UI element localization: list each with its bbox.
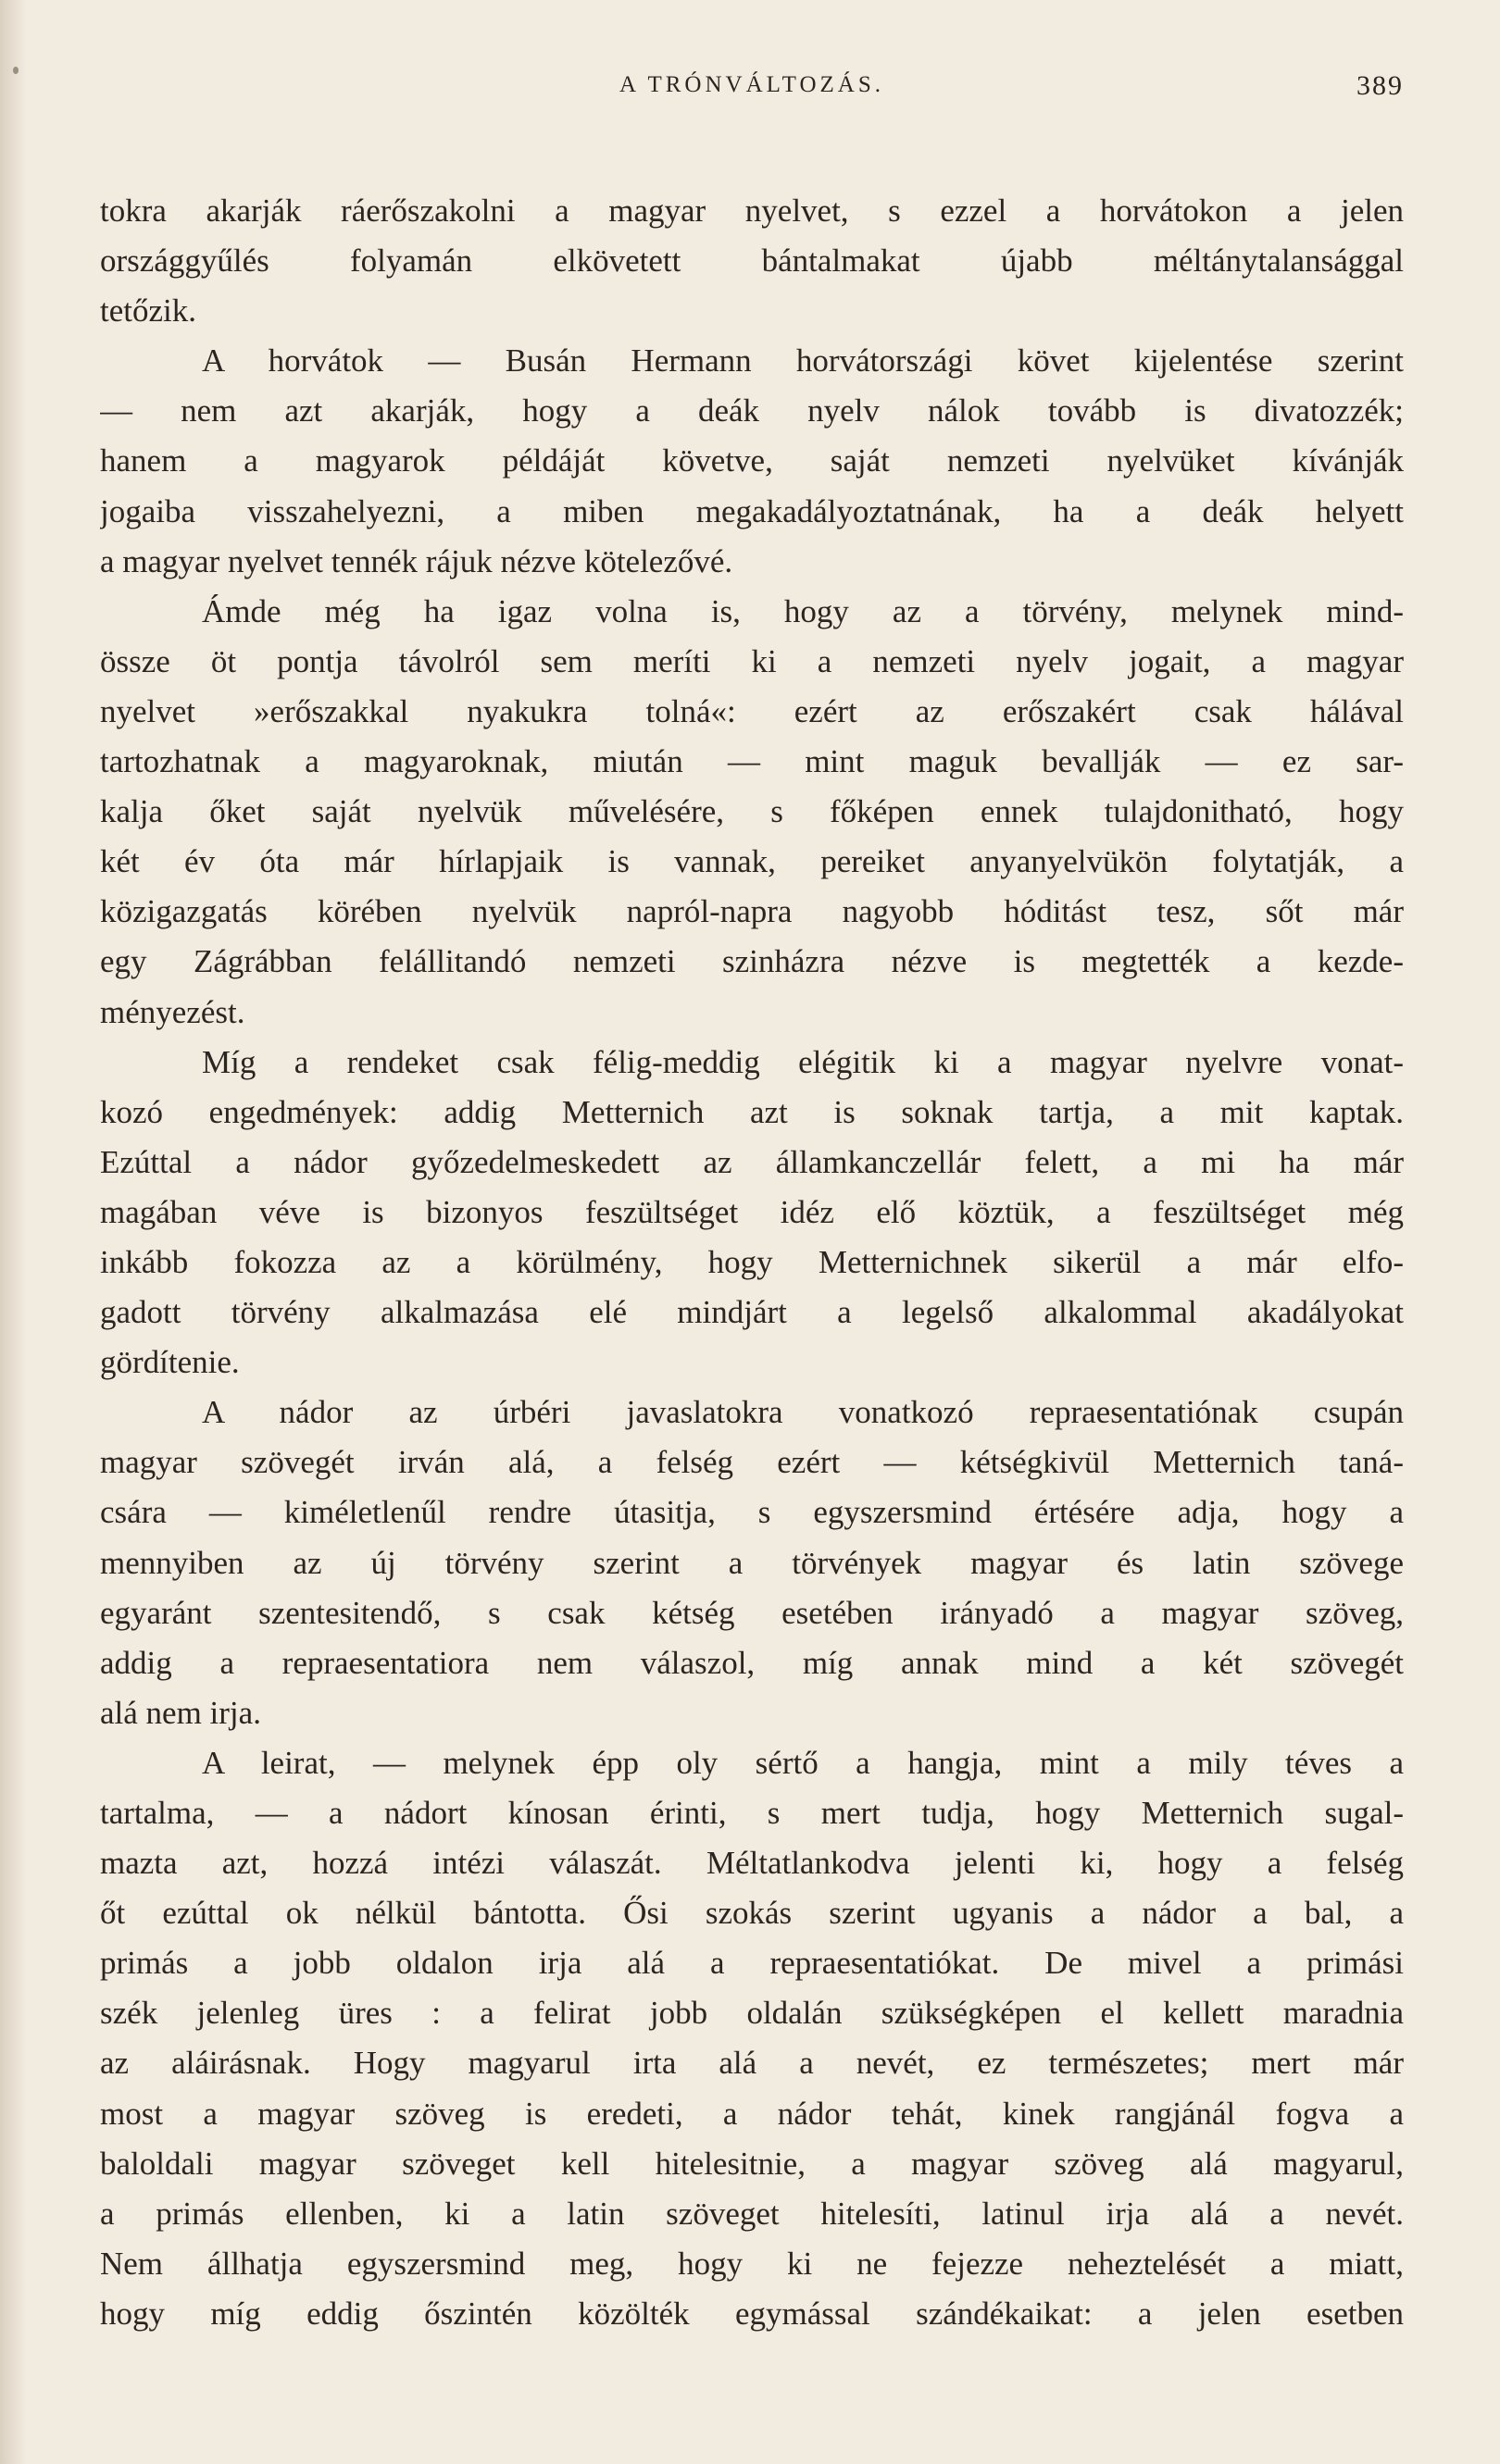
text-line: tartozhatnak a magyaroknak, miután — mint maguk bevallják — ez sar- — [100, 743, 1404, 780]
text-line: két év óta már hírlapjaik is vannak, pereiket anyanyelvükön folytatják, a — [100, 843, 1404, 880]
text-line: Míg a rendeket csak félig-meddig elégitik ki a magyar nyelvre vonat- — [202, 1043, 1404, 1080]
text-line: közigazgatás körében nyelvük napról-napra nagyobb hóditást tesz, sőt már — [100, 893, 1404, 930]
text-line: jogaiba visszahelyezni, a miben megakadályoztatnának, ha a deák helyett — [100, 492, 1404, 529]
text-line: A nádor az úrbéri javaslatokra vonatkozó repraesentatiónak csupán — [202, 1394, 1404, 1431]
text-line: baloldali magyar szöveget kell hitelesitnie, a magyar szöveg alá magyarul, — [100, 2145, 1404, 2182]
text-line: kozó engedmények: addig Metternich azt is soknak tartja, a mit kaptak. — [100, 1093, 1404, 1130]
text-line: A leirat, — melynek épp oly sértő a hangja, mint a mily téves a — [202, 1744, 1404, 1781]
text-line: a primás ellenben, ki a latin szöveget hitelesíti, latinul irja alá a nevét. — [100, 2195, 1404, 2232]
text-line: gördítenie. — [100, 1344, 240, 1381]
text-line: inkább fokozza az a körülmény, hogy Metternichnek sikerül a már elfo- — [100, 1243, 1404, 1280]
text-line: alá nem irja. — [100, 1694, 261, 1731]
text-line: az aláirásnak. Hogy magyarul irta alá a nevét, ez természetes; mert már — [100, 2045, 1404, 2082]
text-line: őt ezúttal ok nélkül bántotta. Ősi szokás szerint ugyanis a nádor a bal, a — [100, 1895, 1404, 1932]
text-line: nyelvet »erőszakkal nyakukra tolná«: ezért az erőszakért csak hálával — [100, 692, 1404, 729]
text-line: hanem a magyarok példáját követve, saját nemzeti nyelvüket kívánják — [100, 442, 1404, 479]
text-line: csára — kiméletlenűl rendre útasitja, s egyszersmind értésére adja, hogy a — [100, 1494, 1404, 1531]
text-line: Ámde még ha igaz volna is, hogy az a törvény, melynek mind- — [202, 592, 1404, 629]
text-line: mazta azt, hozzá intézi válaszát. Méltatlankodva jelenti ki, hogy a felség — [100, 1845, 1404, 1882]
page-edge-shadow — [0, 0, 26, 2464]
text-line: ményezést. — [100, 993, 245, 1030]
text-line: kalja őket saját nyelvük művelésére, s főképen ennek tulajdonitható, hogy — [100, 793, 1404, 830]
text-line: — nem azt akarják, hogy a deák nyelv nálok tovább is divatozzék; — [100, 392, 1404, 429]
text-line: most a magyar szöveg is eredeti, a nádor tehát, kinek rangjánál fogva a — [100, 2095, 1404, 2132]
text-line: primás a jobb oldalon irja alá a repraesentatiókat. De mivel a primási — [100, 1945, 1404, 1982]
text-line: tokra akarják ráerőszakolni a magyar nyelvet, s ezzel a horvátokon a jelen — [100, 193, 1404, 229]
text-line: tartalma, — a nádort kínosan érinti, s mert tudja, hogy Metternich sugal- — [100, 1795, 1404, 1831]
text-line: szék jelenleg üres : a felirat jobb oldalán szükségképen el kellett maradnia — [100, 1995, 1404, 2032]
page-number: 389 — [1356, 70, 1404, 101]
text-line: gadott törvény alkalmazása elé mindjárt a legelső alkalommal akadályokat — [100, 1294, 1404, 1331]
body-text — [100, 186, 1404, 2339]
text-line: mennyiben az új törvény szerint a törvények magyar és latin szövege — [100, 1544, 1404, 1581]
text-line: A horvátok — Busán Hermann horvátországi követ kijelentése szerint — [202, 342, 1404, 380]
paper-speck — [13, 67, 19, 74]
text-line: magában véve is bizonyos feszültséget idéz elő köztük, a feszültséget még — [100, 1193, 1404, 1230]
text-line: Nem állhatja egyszersmind meg, hogy ki ne fejezze neheztelését a miatt, — [100, 2245, 1404, 2282]
text-line: tetőzik. — [100, 292, 196, 330]
page-header — [100, 68, 1404, 106]
text-line: hogy míg eddig őszintén közölték egymással szándékaikat: a jelen esetben — [100, 2295, 1404, 2332]
text-line: országgyűlés folyamán elkövetett bántalmakat újabb méltánytalansággal — [100, 243, 1404, 280]
text-line: Ezúttal a nádor győzedelmeskedett az államkanczellár felett, a mi ha már — [100, 1143, 1404, 1180]
text-line: a magyar nyelvet tennék rájuk nézve kötelezővé. — [100, 542, 733, 579]
running-head: A TRÓNVÁLTOZÁS. — [619, 72, 884, 97]
text-line: magyar szövegét irván alá, a felség ezért — kétségkivül Metternich taná- — [100, 1444, 1404, 1481]
text-line: addig a repraesentatiora nem válaszol, míg annak mind a két szövegét — [100, 1644, 1404, 1681]
text-line: egy Zágrábban felállitandó nemzeti szinházra nézve is megtették a kezde- — [100, 943, 1404, 980]
text-line: össze öt pontja távolról sem meríti ki a nemzeti nyelv jogait, a magyar — [100, 642, 1404, 679]
text-line: egyaránt szentesitendő, s csak kétség esetében irányadó a magyar szöveg, — [100, 1594, 1404, 1631]
